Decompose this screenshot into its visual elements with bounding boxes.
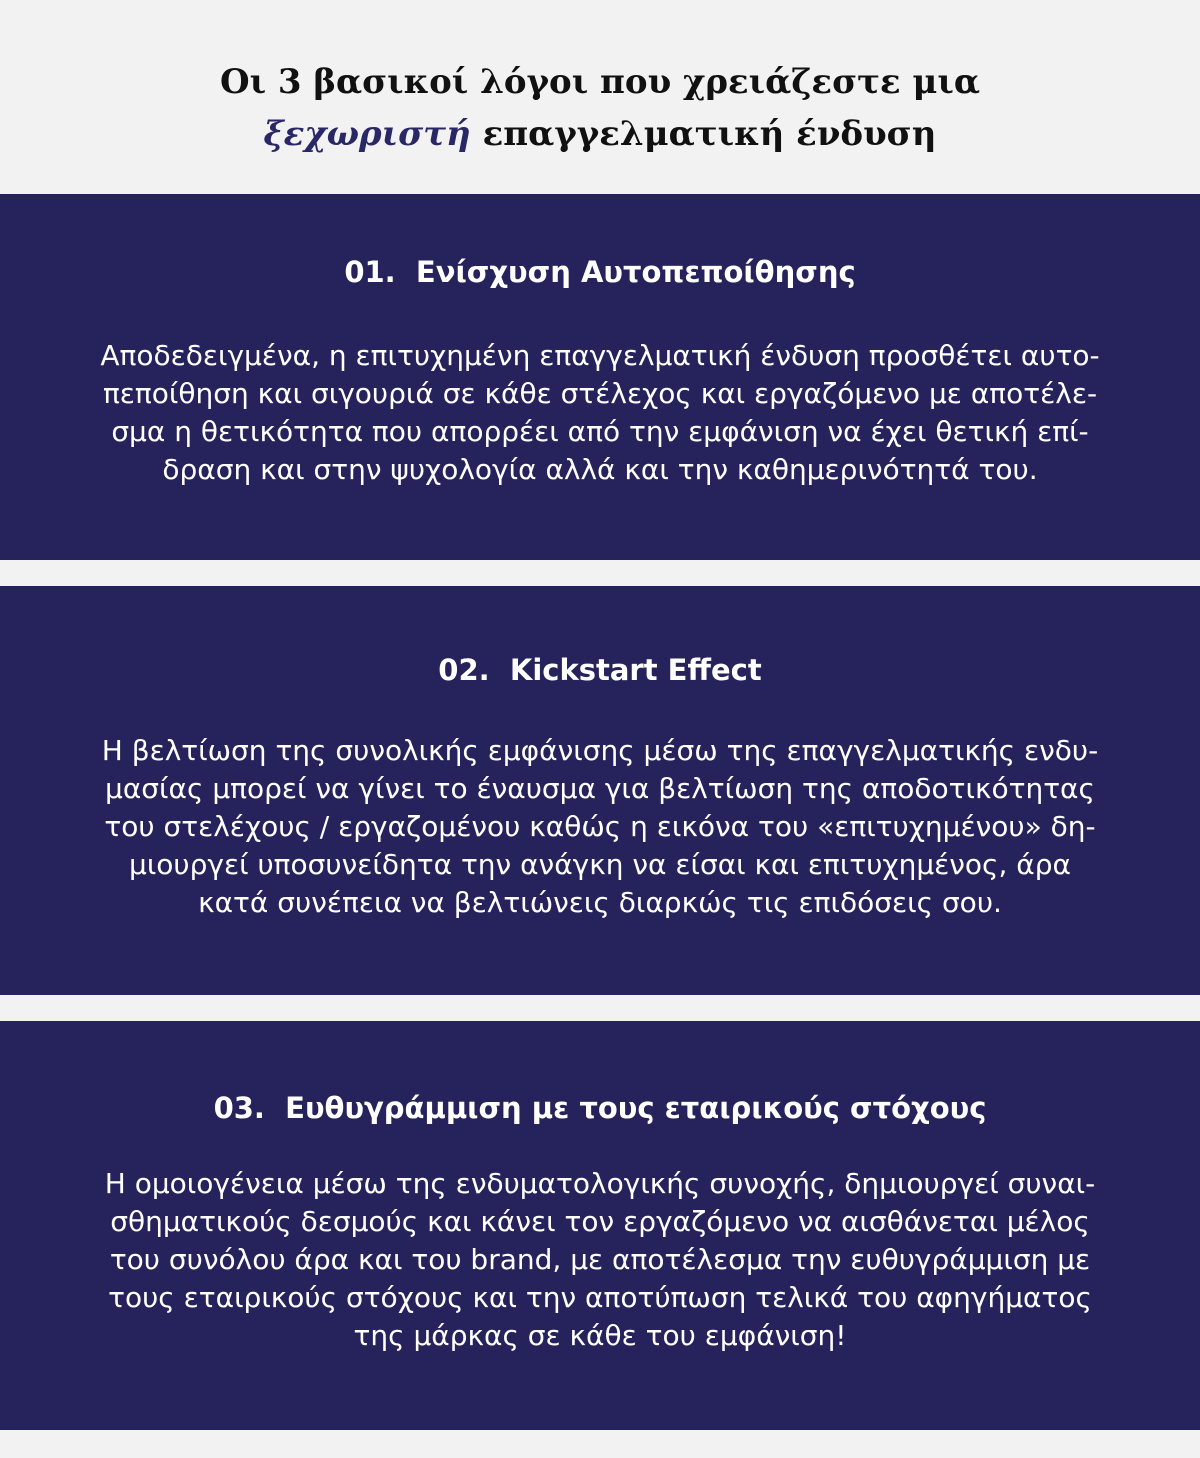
reason-body-1: [40, 337, 1160, 489]
reason-body-line: μιουργεί υποσυνείδητα την ανάγκη να είσαι και επιτυχημένος, άρα: [129, 848, 1071, 881]
reason-body-line: Αποδεδειγμένα, η επιτυχημένη επαγγελματική ένδυση προσθέτει αυτο-: [100, 339, 1100, 372]
reason-heading-1: [0, 252, 1200, 292]
reason-body-line: Η βελτίωση της συνολικής εμφάνισης μέσω της επαγγελματικής ενδυ-: [101, 734, 1099, 767]
reason-title-1: Ενίσχυση Αυτοπεποίθησης: [415, 255, 856, 289]
title-accent-word: ξεχωριστή: [263, 114, 471, 154]
reason-title-3: Ευθυγράμμιση με τους εταιρικούς στόχους: [285, 1091, 987, 1125]
reason-body-line: μασίας μπορεί να γίνει το έναυσμα για βελτίωση της αποδοτικότητας: [105, 772, 1095, 805]
reason-number-3: 03.: [213, 1091, 265, 1125]
reason-panel-1: [0, 194, 1200, 560]
page-title: [0, 56, 1200, 160]
reason-body-line: σθηματικούς δεσμούς και κάνει τον εργαζόμενο να αισθάνεται μέλος: [110, 1205, 1090, 1238]
title-line-1: Οι 3 βασικοί λόγοι που χρειάζεστε μια: [219, 62, 981, 102]
reason-body-line: δραση και στην ψυχολογία αλλά και την καθημερινότητά του.: [162, 453, 1038, 486]
reason-body-line: πεποίθηση και σιγουριά σε κάθε στέλεχος και εργαζόμενο με αποτέλε-: [102, 377, 1098, 410]
reason-body-line: του συνόλου άρα και του brand, με αποτέλεσμα την ευθυγράμμιση με: [109, 1243, 1091, 1276]
reason-heading-3: [0, 1088, 1200, 1128]
reason-heading-2: [0, 650, 1200, 690]
title-line-2-rest: επαγγελματική ένδυση: [470, 114, 937, 154]
reason-panel-3: [0, 1021, 1200, 1430]
reason-body-line: τους εταιρικούς στόχους και την αποτύπωση τελικά του αφηγήματος: [108, 1281, 1092, 1314]
reason-number-2: 02.: [438, 653, 490, 687]
page-header: [0, 0, 1200, 194]
reason-body-line: του στελέχους / εργαζομένου καθώς η εικόνα του «επιτυχημένου» δη-: [104, 810, 1096, 843]
reason-body-3: [40, 1165, 1160, 1355]
reason-body-line: κατά συνέπεια να βελτιώνεις διαρκώς τις επιδόσεις σου.: [198, 886, 1002, 919]
reason-title-2: Kickstart Effect: [509, 653, 762, 687]
reason-number-1: 01.: [344, 255, 396, 289]
reason-body-line: Η ομοιογένεια μέσω της ενδυματολογικής συνοχής, δημιουργεί συναι-: [104, 1167, 1096, 1200]
title-line-2: [0, 108, 1200, 160]
reason-body-2: [40, 732, 1160, 922]
reason-body-line: της μάρκας σε κάθε του εμφάνιση!: [353, 1319, 847, 1352]
reason-body-line: σμα η θετικότητα που απορρέει από την εμφάνιση να έχει θετική επί-: [111, 415, 1089, 448]
reason-panel-2: [0, 586, 1200, 995]
